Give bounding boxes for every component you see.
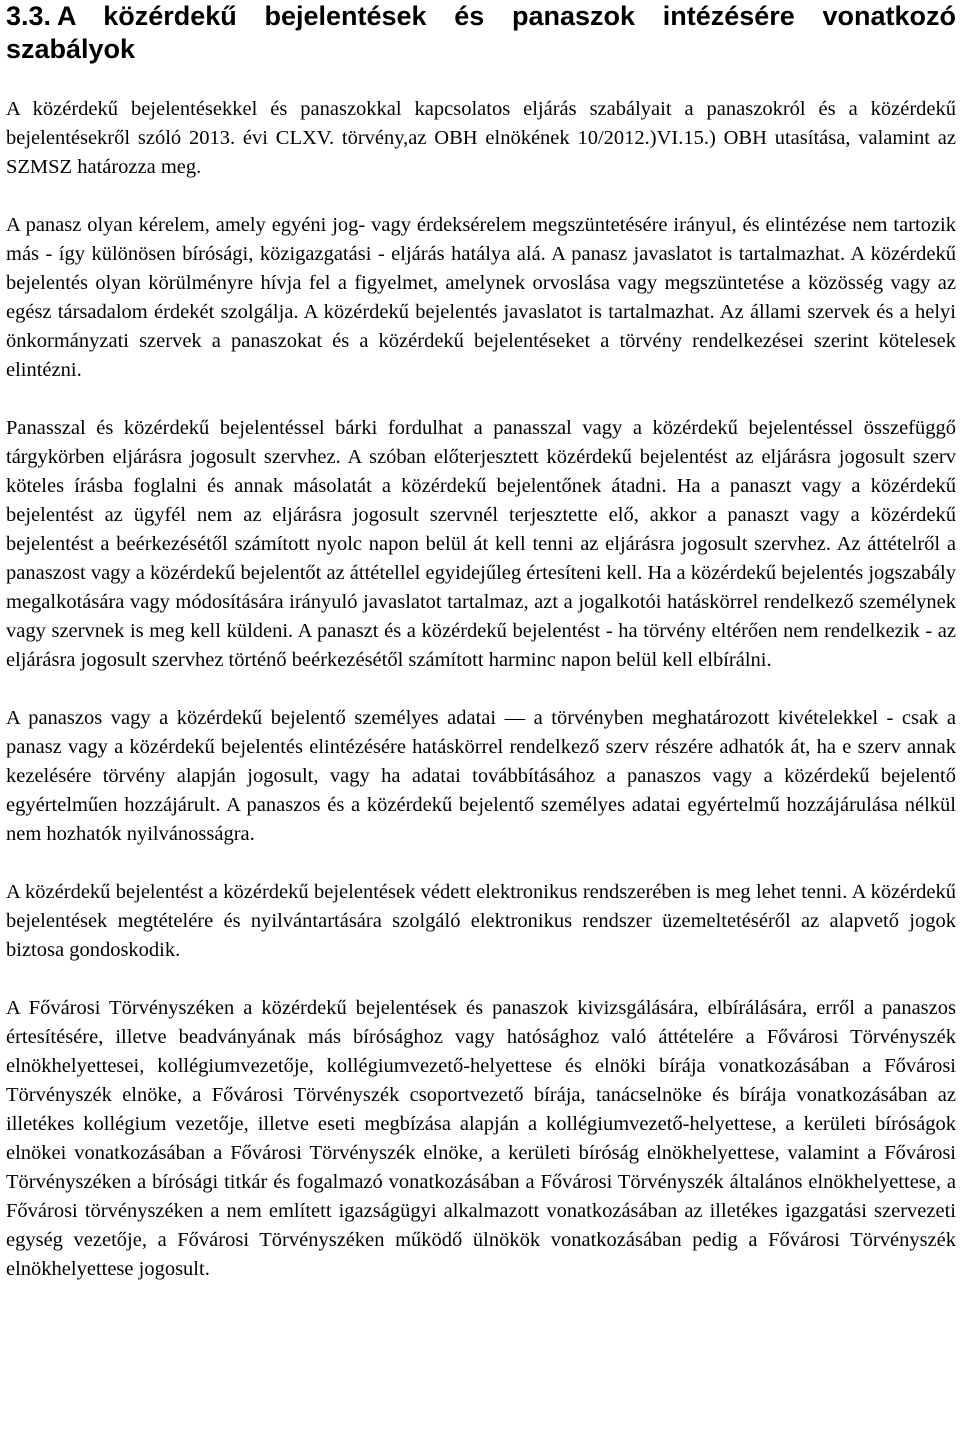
paragraph-competence: A Fővárosi Törvényszéken a közérdekű bejelentések és panaszok kivizsgálására, elbírálására, erről a panaszos értesítésére, illetve beadványának más bírósághoz vagy hatósághoz való áttételére a Fővárosi Törvényszék elnökhelyettesei, kollégiumvezetője, kollégiumvezető-helyettese és elnöki bírája vonatkozásában a Fővárosi Törvényszék elnöke, a Fővárosi Törvényszék csoportvezető bírája, tanácselnöke és bírája vonatkozásában az illetékes kollégium vezetője, illetve eseti megbízása alapján a kollégiumvezető-helyettese, a kerületi bíróságok elnökei vonatkozásában a Fővárosi Törvényszék elnöke, a kerületi bíróság elnökhelyettese, valamint a Fővárosi Törvényszéken a bírósági titkár és fogalmazó vonatkozásában a Fővárosi Törvényszék általános elnökhelyettese, a Fővárosi törvényszéken a nem említett igazságügyi alkalmazott vonatkozásában az illetékes igazgatási szervezeti egység vezetője, a Fővárosi Törvényszéken működő ülnökök vonatkozásában pedig a Fővárosi Törvényszék elnökhelyettese jogosult. <box>6 997 956 1280</box>
paragraph-personal-data: A panaszos vagy a közérdekű bejelentő személyes adatai — a törvényben meghatározott kivételekkel - csak a panasz vagy a közérdekű bejelentés elintézésére hatáskörrel rendelkező szerv részére adhatók át, ha e szerv annak kezelésére törvény alapján jogosult, vagy ha adatai továbbításához a panaszos vagy a közérdekű bejelentő egyértelműen hozzájárult. A panaszos és a közérdekű bejelentő személyes adatai egyértelmű hozzájárulása nélkül nem hozhatók nyilvánosságra. <box>6 707 956 845</box>
section-heading <box>6 0 956 66</box>
paragraph-legal-basis: A közérdekű bejelentésekkel és panaszokkal kapcsolatos eljárás szabályait a panaszokról és a közérdekű bejelentésekről szóló 2013. évi CLXV. törvény,az OBH elnökének 10/2012.)VI.15.) OBH utasítása, valamint az SZMSZ határozza meg. <box>6 98 956 178</box>
paragraph-procedure: Panasszal és közérdekű bejelentéssel bárki fordulhat a panasszal vagy a közérdekű bejelentéssel összefüggő tárgykörben eljárásra jogosult szervhez. A szóban előterjesztett közérdekű bejelentést az eljárásra jogosult szerv köteles írásba foglalni és annak másolatát a közérdekű bejelentőnek átadni. Ha a panaszt vagy a közérdekű bejelentést az ügyfél nem az eljárásra jogosult szervnél terjesztette elő, akkor a panaszt vagy a közérdekű bejelentést a beérkezésétől számított nyolc napon belül át kell tenni az eljárásra jogosult szervhez. Az áttételről a panaszost vagy a közérdekű bejelentőt az áttétellel egyidejűleg értesíteni kell. Ha a közérdekű bejelentés jogszabály megalkotására vagy módosítására irányuló javaslatot tartalmaz, azt a jogalkotói hatáskörrel rendelkező személynek vagy szervnek is meg kell küldeni. A panaszt és a közérdekű bejelentést - ha törvény eltérően nem rendelkezik - az eljárásra jogosult szervhez történő beérkezésétől számított harminc napon belül kell elbírálni. <box>6 417 956 671</box>
paragraph-electronic-system: A közérdekű bejelentést a közérdekű bejelentések védett elektronikus rendszerében is meg lehet tenni. A közérdekű bejelentések megtételére és nyilvántartására szolgáló elektronikus rendszer üzemeltetéséről az alapvető jogok biztosa gondoskodik. <box>6 881 956 961</box>
paragraph-definitions: A panasz olyan kérelem, amely egyéni jog- vagy érdeksérelem megszüntetésére irányul, és elintézése nem tartozik más - így különösen bírósági, közigazgatási - eljárás hatálya alá. A panasz javaslatot is tartalmazhat. A közérdekű bejelentés olyan körülményre hívja fel a figyelmet, amelynek orvoslása vagy megszüntetése a közösség vagy az egész társadalom érdekét szolgálja. A közérdekű bejelentés javaslatot is tartalmazhat. Az állami szervek és a helyi önkormányzati szervek a panaszokat és a közérdekű bejelentéseket a törvény rendelkezései szerint kötelesek elintézni. <box>6 214 956 381</box>
document-page <box>6 0 956 1284</box>
section-number: 3.3. <box>6 1 52 31</box>
section-title: A közérdekű bejelentések és panaszok intézésére vonatkozó szabályok <box>6 1 956 64</box>
